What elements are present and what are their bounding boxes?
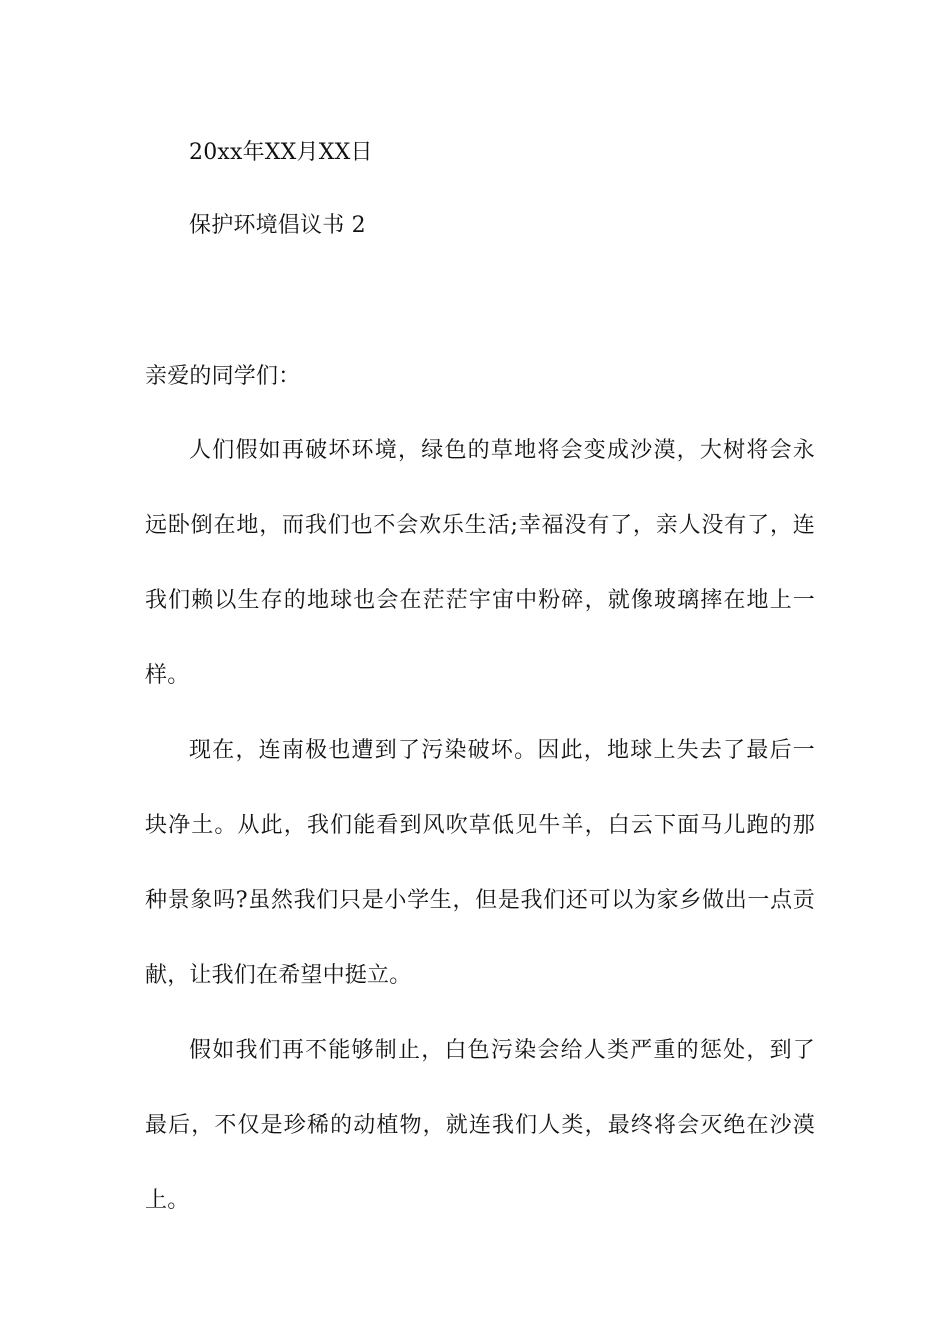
paragraph-1-line-2: 远卧倒在地，而我们也不会欢乐生活;幸福没有了，亲人没有了，连	[145, 513, 815, 538]
document-title: 保护环境倡议书 2	[189, 213, 366, 238]
paragraph-2-line-2: 块净土。从此，我们能看到风吹草低见牛羊，白云下面马儿跑的那	[145, 813, 815, 838]
paragraph-3-line-1: 假如我们再不能够制止，白色污染会给人类严重的惩处，到了	[189, 1038, 815, 1063]
paragraph-2-line-4: 献，让我们在希望中挺立。	[145, 963, 412, 988]
document-date: 20xx年XX月XX日	[189, 140, 373, 165]
paragraph-2-line-3: 种景象吗?虽然我们只是小学生，但是我们还可以为家乡做出一点贡	[145, 888, 815, 913]
paragraph-2-line-1: 现在，连南极也遭到了污染破坏。因此，地球上失去了最后一	[189, 738, 815, 763]
salutation: 亲爱的同学们：	[145, 364, 301, 389]
paragraph-1-line-4: 样。	[145, 663, 190, 688]
paragraph-1-line-1: 人们假如再破坏环境，绿色的草地将会变成沙漠，大树将会永	[189, 438, 815, 463]
paragraph-3-line-2: 最后，不仅是珍稀的动植物，就连我们人类，最终将会灭绝在沙漠	[145, 1113, 815, 1138]
paragraph-1-line-3: 我们赖以生存的地球也会在茫茫宇宙中粉碎，就像玻璃摔在地上一	[145, 588, 815, 613]
paragraph-3-line-3: 上。	[145, 1188, 190, 1213]
